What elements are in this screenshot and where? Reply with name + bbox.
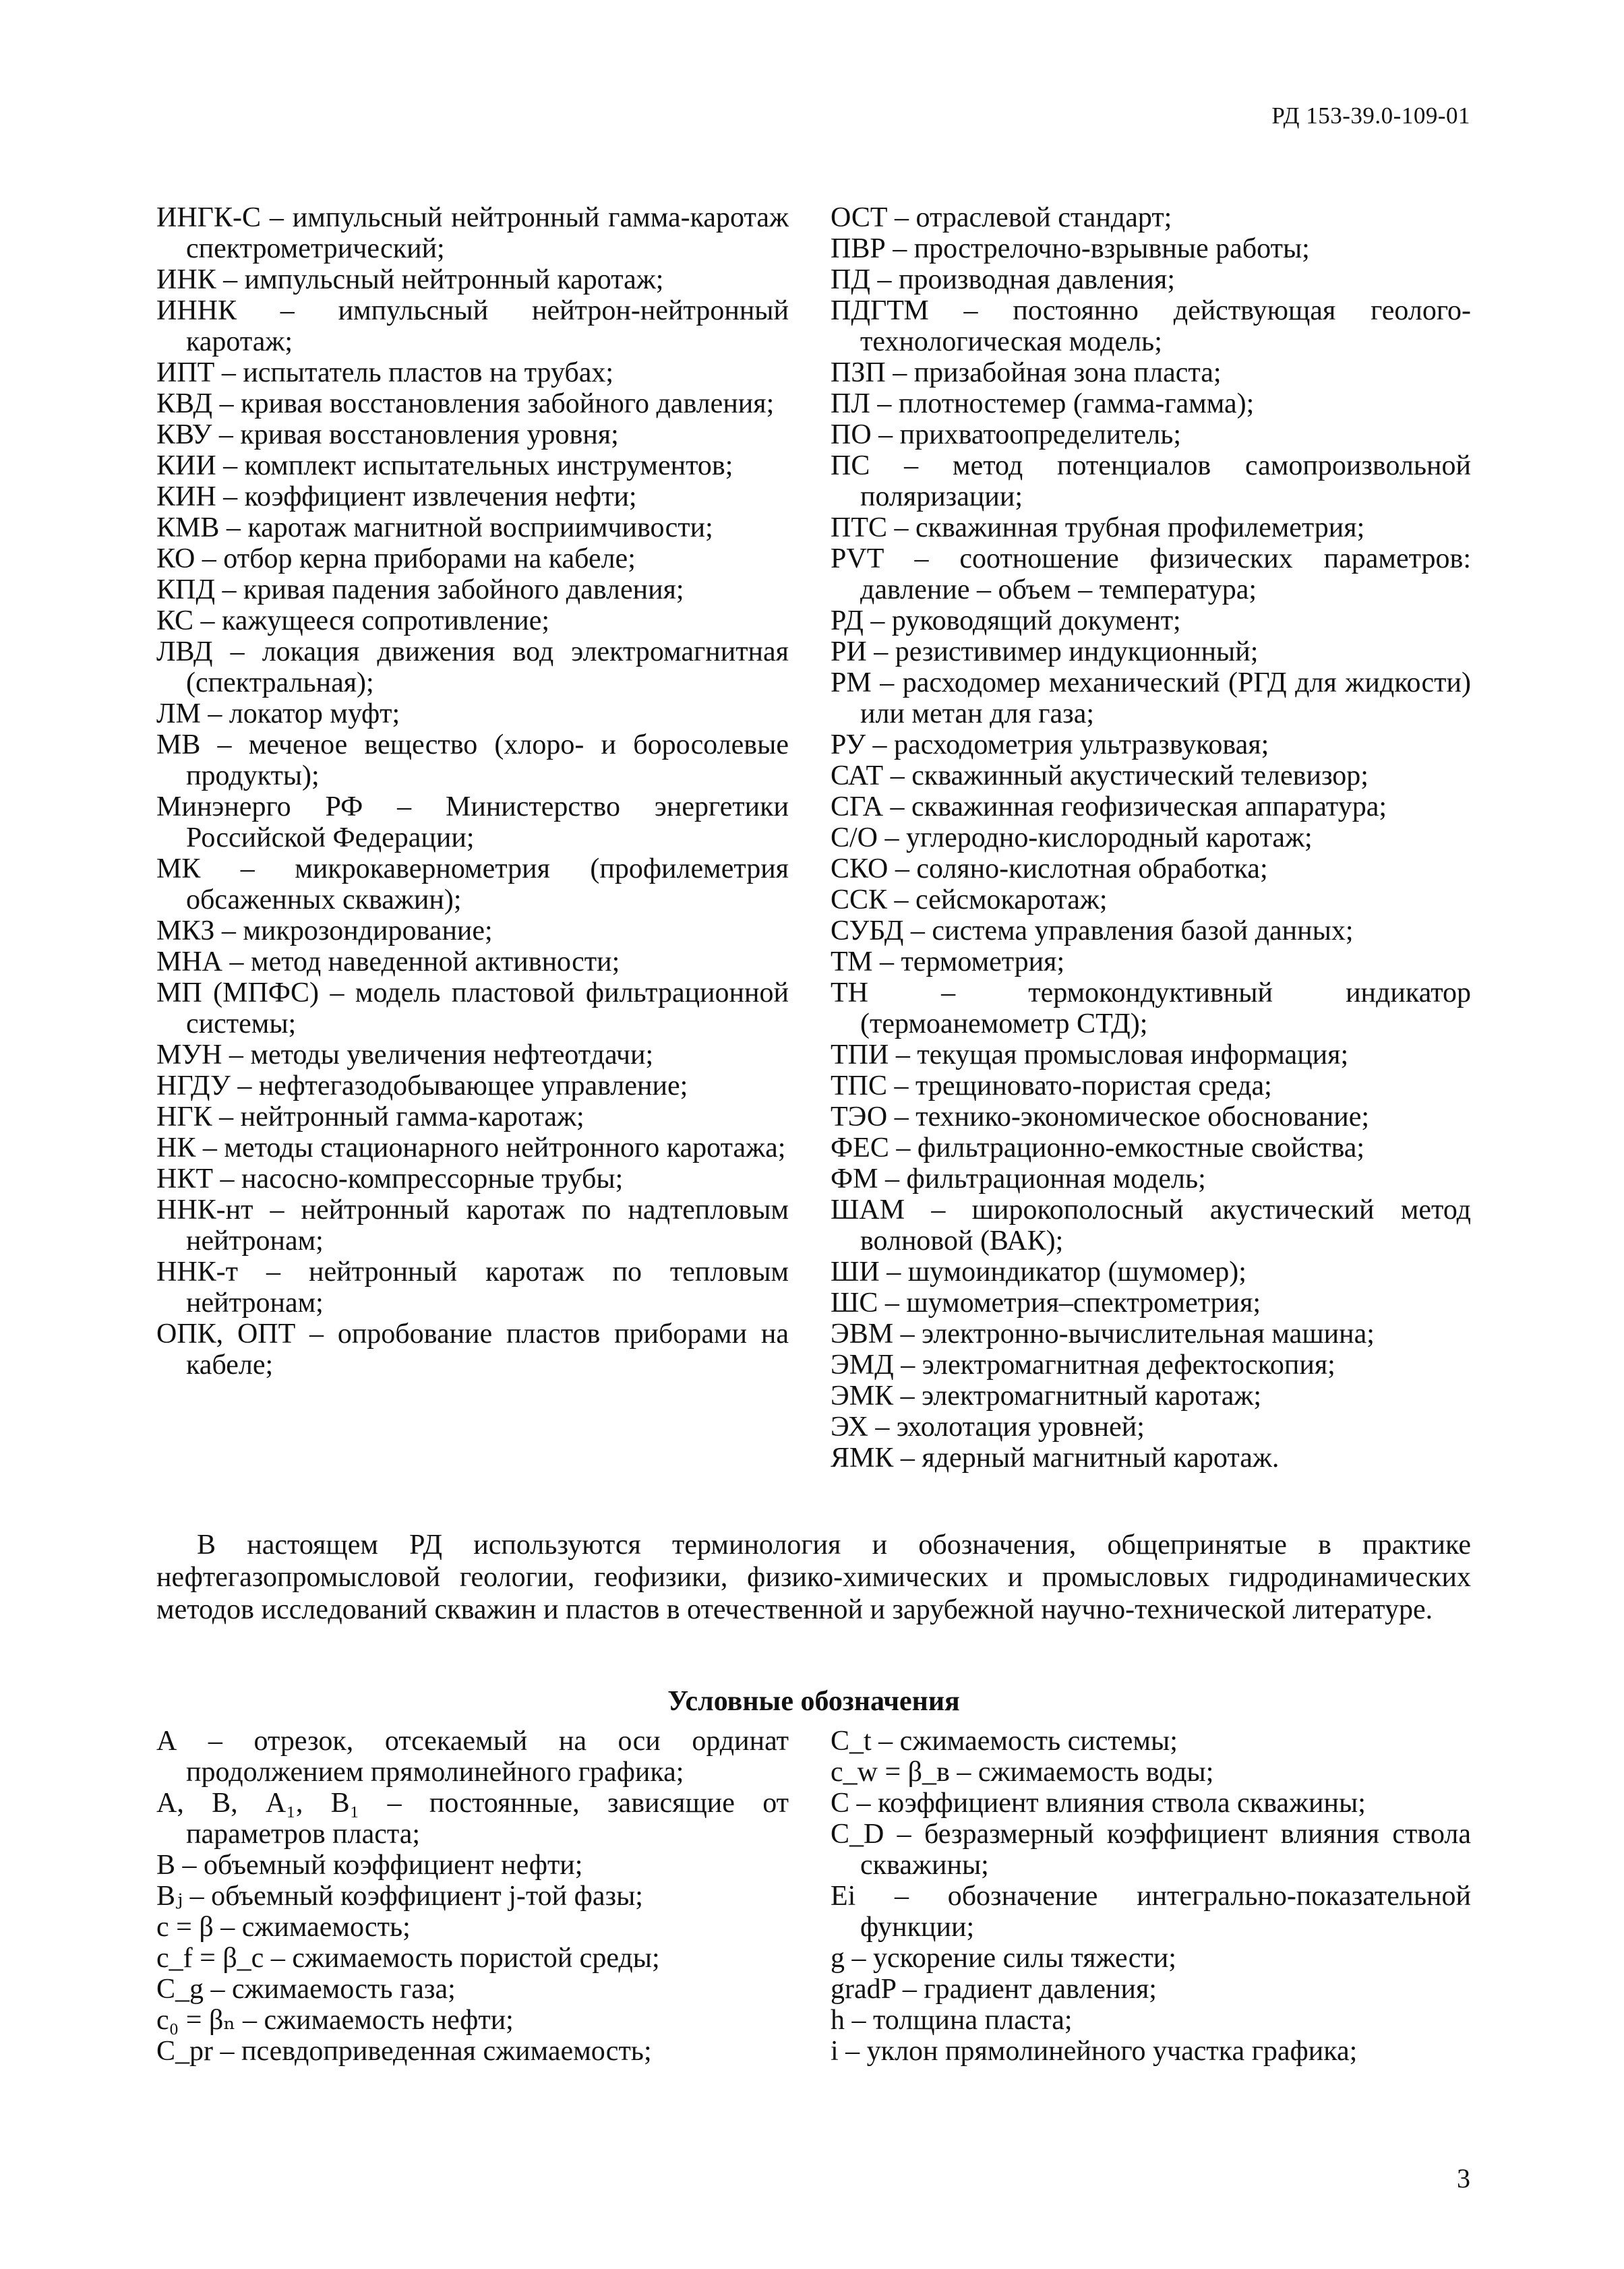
abbreviation-entry: ТПС – трещиновато-пористая среда; (831, 1070, 1272, 1101)
symbol-entry: А – отрезок, отсекаемый на оси ординат продолжением прямолинейного графика; (156, 1726, 789, 1788)
abbreviation-entry: МУН – методы увеличения нефтеотдачи; (156, 1039, 654, 1070)
abbreviation-entry: МВ – меченое вещество (хлоро- и боросолевые продукты); (156, 729, 789, 791)
symbol-entry: с = β – сжимаемость; (156, 1912, 411, 1943)
abbreviation-entry: ЛМ – локатор муфт; (156, 698, 400, 729)
abbreviation-entry: МНА – метод наведенной активности; (156, 946, 620, 977)
abbreviation-entry: КВУ – кривая восстановления уровня; (156, 419, 619, 450)
abbreviation-entry: ИНГК-С – импульсный нейтронный гамма-каротаж спектрометрический; (156, 202, 789, 264)
symbol-entry: c_w = β_в – сжимаемость воды; (831, 1757, 1214, 1788)
abbreviation-entry: ОПК, ОПТ – опробование пластов приборами на кабеле; (156, 1319, 789, 1381)
symbol-entry: c₀ = βₙ – сжимаемость нефти; (156, 2005, 514, 2036)
symbol-entry: g – ускорение силы тяжести; (831, 1943, 1176, 1974)
abbreviation-entry: ПДГТМ – постоянно действующая геолого-технологическая модель; (831, 295, 1471, 357)
abbreviation-entry: СУБД – система управления базой данных; (831, 915, 1354, 946)
abbreviation-entry: ИНК – импульсный нейтронный каротаж; (156, 264, 664, 295)
abbreviation-entry: МК – микрокавернометрия (профилеметрия обсаженных скважин); (156, 853, 789, 915)
symbol-entry: c_f = β_c – сжимаемость пористой среды; (156, 1943, 660, 1974)
abbreviation-entry: ПТС – скважинная трубная профилеметрия; (831, 512, 1365, 543)
abbreviation-entry: ИННК – импульсный нейтрон-нейтронный каротаж; (156, 295, 789, 357)
symbol-entry: i – уклон прямолинейного участка графика; (831, 2036, 1358, 2067)
abbreviation-entry: КС – кажущееся сопротивление; (156, 605, 550, 636)
abbreviation-entry: ПО – прихватоопределитель; (831, 419, 1182, 450)
abbreviation-entry: РД – руководящий документ; (831, 605, 1181, 636)
abbreviation-entry: ШИ – шумоиндикатор (шумомер); (831, 1257, 1246, 1288)
symbol-entry: Вⱼ – объемный коэффициент j-той фазы; (156, 1881, 643, 1912)
symbol-entry: C – коэффициент влияния ствола скважины; (831, 1788, 1366, 1819)
symbol-entry: А, В, А₁, В₁ – постоянные, зависящие от параметров пласта; (156, 1788, 789, 1850)
symbol-entry: h – толщина пласта; (831, 2005, 1073, 2036)
abbreviation-entry: ШС – шумометрия–спектрометрия; (831, 1288, 1261, 1319)
abbreviation-entry: ЯМК – ядерный магнитный каротаж. (831, 1443, 1280, 1474)
abbreviation-entry: ННК-т – нейтронный каротаж по тепловым нейтронам; (156, 1257, 789, 1319)
abbreviation-entry: Минэнерго РФ – Министерство энергетики Российской Федерации; (156, 791, 789, 853)
abbreviation-entry: ЭМД – электромагнитная дефектоскопия; (831, 1350, 1335, 1381)
abbreviation-entry: ННК-нт – нейтронный каротаж по надтепловым нейтронам; (156, 1194, 789, 1257)
abbreviation-entry: КИН – коэффициент извлечения нефти; (156, 481, 637, 512)
abbreviation-entry: ИПТ – испытатель пластов на трубах; (156, 357, 614, 388)
symbol-entry: Ei – обозначение интегрально-показательной функции; (831, 1881, 1471, 1943)
abbreviation-entry: ЛВД – локация движения вод электромагнитная (спектральная); (156, 636, 789, 698)
abbreviation-entry: ССК – сейсмокаротаж; (831, 884, 1108, 915)
symbol-entry: C_D – безразмерный коэффициент влияния ствола скважины; (831, 1819, 1471, 1881)
document-code-header: РД 153-39.0-109-01 (1271, 102, 1470, 129)
abbreviation-entry: ТПИ – текущая промысловая информация; (831, 1039, 1349, 1070)
symbol-entry: C_pr – псевдоприведенная сжимаемость; (156, 2036, 652, 2067)
abbreviation-entry: ТЭО – технико-экономическое обоснование; (831, 1101, 1370, 1132)
abbreviation-entry: С/О – углеродно-кислородный каротаж; (831, 822, 1313, 853)
abbreviation-entry: ЭХ – эхолотация уровней; (831, 1412, 1145, 1443)
abbreviation-entry: САТ – скважинный акустический телевизор; (831, 760, 1369, 791)
symbols-right-column (831, 1726, 1471, 2067)
abbreviation-entry: КВД – кривая восстановления забойного давления; (156, 388, 775, 419)
abbreviation-entry: ПС – метод потенциалов самопроизвольной поляризации; (831, 450, 1471, 512)
abbreviation-entry: НГК – нейтронный гамма-каротаж; (156, 1101, 584, 1132)
symbol-entry: C_t – сжимаемость системы; (831, 1726, 1178, 1757)
abbreviation-entry: ЭМК – электромагнитный каротаж; (831, 1381, 1262, 1412)
abbreviation-entry: РИ – резистивимер индукционный; (831, 636, 1259, 667)
abbreviation-entry: PVT – соотношение физических параметров: давление – объем – температура; (831, 543, 1471, 605)
symbol-entry: gradP – градиент давления; (831, 1974, 1157, 2005)
abbreviation-entry: КПД – кривая падения забойного давления; (156, 574, 684, 605)
symbol-entry: C_g – сжимаемость газа; (156, 1974, 456, 2005)
abbreviation-entry: ПД – производная давления; (831, 264, 1175, 295)
body-paragraph: В настоящем РД используются терминология и обозначения, общепринятые в практике нефтегазопромысловой геологии, геофизики, физико-химических и промысловых гидродинамических методов исследований скважин и пластов в отечественной и зарубежной научно-технической литературе. (156, 1530, 1471, 1625)
abbreviation-entry: НГДУ – нефтегазодобывающее управление; (156, 1070, 688, 1101)
abbreviations-left-column (156, 202, 789, 1381)
symbol-entry: В – объемный коэффициент нефти; (156, 1850, 583, 1881)
abbreviation-entry: РУ – расходометрия ультразвуковая; (831, 729, 1269, 760)
abbreviation-entry: МКЗ – микрозондирование; (156, 915, 493, 946)
abbreviation-entry: ТМ – термометрия; (831, 946, 1065, 977)
section-title: Условные обозначения (667, 1686, 960, 1717)
abbreviation-entry: ПВР – прострелочно-взрывные работы; (831, 233, 1310, 264)
abbreviation-entry: СГА – скважинная геофизическая аппаратура; (831, 791, 1387, 822)
abbreviation-entry: КО – отбор керна приборами на кабеле; (156, 543, 636, 574)
abbreviation-entry: НК – методы стационарного нейтронного каротажа; (156, 1132, 786, 1163)
abbreviations-right-column (831, 202, 1471, 1474)
abbreviation-entry: ЭВМ – электронно-вычислительная машина; (831, 1319, 1375, 1350)
abbreviation-entry: ПЗП – призабойная зона пласта; (831, 357, 1222, 388)
abbreviation-entry: ТН – термокондуктивный индикатор (термоанемометр СТД); (831, 977, 1471, 1039)
abbreviation-entry: ПЛ – плотностемер (гамма-гамма); (831, 388, 1255, 419)
page-number: 3 (1457, 2163, 1470, 2194)
abbreviation-entry: ОСТ – отраслевой стандарт; (831, 202, 1172, 233)
symbols-left-column (156, 1726, 789, 2067)
abbreviation-entry: ФМ – фильтрационная модель; (831, 1163, 1206, 1194)
abbreviation-entry: ШАМ – широкополосный акустический метод волновой (ВАК); (831, 1194, 1471, 1257)
abbreviation-entry: НКТ – насосно-компрессорные трубы; (156, 1163, 624, 1194)
abbreviation-entry: КИИ – комплект испытательных инструментов; (156, 450, 733, 481)
abbreviation-entry: СКО – соляно-кислотная обработка; (831, 853, 1268, 884)
abbreviation-entry: ФЕС – фильтрационно-емкостные свойства; (831, 1132, 1365, 1163)
abbreviation-entry: КМВ – каротаж магнитной восприимчивости; (156, 512, 713, 543)
abbreviation-entry: МП (МПФС) – модель пластовой фильтрационной системы; (156, 977, 789, 1039)
abbreviation-entry: РМ – расходомер механический (РГД для жидкости) или метан для газа; (831, 667, 1471, 729)
